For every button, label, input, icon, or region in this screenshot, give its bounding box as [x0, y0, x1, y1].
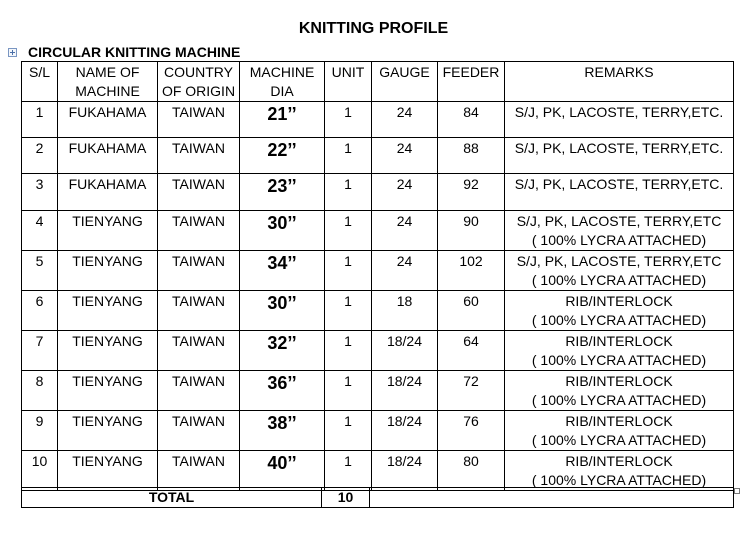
- cell-remarks: [505, 211, 734, 251]
- cell-unit: 1: [325, 251, 372, 291]
- cell-name: TIENYANG: [58, 251, 158, 291]
- table-row: [22, 291, 734, 331]
- cell-sl: 3: [22, 174, 58, 211]
- cell-unit: 1: [325, 174, 372, 211]
- header-unit-text: UNIT: [331, 64, 365, 80]
- cell-name: FUKAHAMA: [58, 102, 158, 138]
- cell-gauge: 18/24: [372, 451, 438, 491]
- cell-dia-text: 30’’: [267, 213, 297, 233]
- header-dia: [240, 62, 325, 102]
- cell-country: TAIWAN: [158, 174, 240, 211]
- header-name-line1: NAME OF: [75, 64, 140, 80]
- cell-feeder: 76: [438, 411, 505, 451]
- cell-remarks-line2: ( 100% LYCRA ATTACHED): [531, 432, 707, 448]
- cell-sl: 5: [22, 251, 58, 291]
- cell-feeder: 84: [438, 102, 505, 138]
- cell-dia-text: 23’’: [267, 176, 297, 196]
- cell-name: TIENYANG: [58, 411, 158, 451]
- cell-feeder: 102: [438, 251, 505, 291]
- cell-unit: 1: [325, 211, 372, 251]
- knitting-machine-table: [21, 61, 734, 491]
- cell-dia: [240, 331, 325, 371]
- cell-remarks-line1: RIB/INTERLOCK: [565, 293, 673, 309]
- cell-remarks-line1: RIB/INTERLOCK: [565, 453, 673, 469]
- cell-dia: [240, 251, 325, 291]
- cell-country: TAIWAN: [158, 102, 240, 138]
- cell-remarks: [505, 138, 734, 174]
- cell-sl: 9: [22, 411, 58, 451]
- cell-remarks: [505, 251, 734, 291]
- cell-sl: 1: [22, 102, 58, 138]
- cell-country: TAIWAN: [158, 371, 240, 411]
- cell-gauge: 18/24: [372, 371, 438, 411]
- cell-gauge: 24: [372, 211, 438, 251]
- cell-dia-text: 22’’: [267, 140, 297, 160]
- cell-dia-text: 38’’: [267, 413, 297, 433]
- total-empty-cell: [370, 488, 734, 508]
- cell-remarks: [505, 371, 734, 411]
- cell-remarks-line1: RIB/INTERLOCK: [565, 373, 673, 389]
- cell-remarks-line1: S/J, PK, LACOSTE, TERRY,ETC.: [514, 176, 724, 192]
- header-unit: [325, 62, 372, 102]
- header-remarks: [505, 62, 734, 102]
- cell-dia: [240, 411, 325, 451]
- cell-country: TAIWAN: [158, 291, 240, 331]
- cell-remarks: [505, 174, 734, 211]
- cell-remarks-line2: ( 100% LYCRA ATTACHED): [531, 392, 707, 408]
- cell-feeder: 92: [438, 174, 505, 211]
- header-country-line1: COUNTRY: [164, 64, 233, 80]
- cell-name: TIENYANG: [58, 331, 158, 371]
- cell-unit: 1: [325, 411, 372, 451]
- cell-dia: [240, 138, 325, 174]
- cell-unit: 1: [325, 102, 372, 138]
- cell-remarks-line1: S/J, PK, LACOSTE, TERRY,ETC.: [514, 140, 724, 156]
- cell-feeder: 60: [438, 291, 505, 331]
- cell-remarks: [505, 411, 734, 451]
- total-table: [21, 487, 734, 508]
- header-feeder: [438, 62, 505, 102]
- header-remarks-text: REMARKS: [584, 64, 654, 80]
- section-title: CIRCULAR KNITTING MACHINE: [28, 44, 241, 60]
- cell-sl: 10: [22, 451, 58, 491]
- cell-feeder: 64: [438, 331, 505, 371]
- cell-sl: 7: [22, 331, 58, 371]
- cell-name: FUKAHAMA: [58, 174, 158, 211]
- cell-gauge: 24: [372, 251, 438, 291]
- table-row: [22, 138, 734, 174]
- header-sl-text: S/L: [28, 64, 50, 80]
- cell-remarks-line2: ( 100% LYCRA ATTACHED): [531, 472, 707, 488]
- total-label: TOTAL: [22, 488, 322, 508]
- cell-remarks: [505, 102, 734, 138]
- cell-feeder: 80: [438, 451, 505, 491]
- table-row: [22, 371, 734, 411]
- cell-name: TIENYANG: [58, 451, 158, 491]
- cell-dia-text: 34’’: [267, 253, 297, 273]
- cell-remarks-line1: RIB/INTERLOCK: [565, 333, 673, 349]
- cell-gauge: 24: [372, 138, 438, 174]
- cell-feeder: 72: [438, 371, 505, 411]
- cell-unit: 1: [325, 138, 372, 174]
- header-gauge-text: GAUGE: [379, 64, 430, 80]
- cell-dia: [240, 102, 325, 138]
- cell-unit: 1: [325, 331, 372, 371]
- header-country-line2: OF ORIGIN: [161, 83, 236, 99]
- cell-country: TAIWAN: [158, 251, 240, 291]
- cell-remarks-line2: ( 100% LYCRA ATTACHED): [531, 272, 707, 288]
- table-row: [22, 331, 734, 371]
- cell-gauge: 18/24: [372, 331, 438, 371]
- cell-country: TAIWAN: [158, 411, 240, 451]
- cell-country: TAIWAN: [158, 331, 240, 371]
- cell-remarks-line1: S/J, PK, LACOSTE, TERRY,ETC: [516, 213, 722, 229]
- cell-sl: 8: [22, 371, 58, 411]
- cell-dia: [240, 371, 325, 411]
- header-dia-line2: DIA: [270, 83, 294, 99]
- cell-country: TAIWAN: [158, 138, 240, 174]
- cell-gauge: 24: [372, 102, 438, 138]
- cell-remarks-line1: S/J, PK, LACOSTE, TERRY,ETC.: [514, 104, 724, 120]
- cell-dia-text: 32’’: [267, 333, 297, 353]
- cell-name: TIENYANG: [58, 291, 158, 331]
- cell-unit: 1: [325, 291, 372, 331]
- cell-sl: 6: [22, 291, 58, 331]
- cell-unit: 1: [325, 451, 372, 491]
- cell-sl: 4: [22, 211, 58, 251]
- cell-sl: 2: [22, 138, 58, 174]
- header-sl: [22, 62, 58, 102]
- page-title: KNITTING PROFILE: [298, 20, 449, 37]
- header-feeder-text: FEEDER: [442, 64, 500, 80]
- table-row: [22, 102, 734, 138]
- header-name-line2: MACHINE: [75, 83, 140, 99]
- total-row: [22, 488, 734, 508]
- cell-dia-text: 21’’: [267, 104, 297, 124]
- cell-feeder: 88: [438, 138, 505, 174]
- table-move-handle-icon[interactable]: [8, 48, 17, 57]
- cell-gauge: 24: [372, 174, 438, 211]
- table-row: [22, 411, 734, 451]
- table-row: [22, 211, 734, 251]
- cell-dia-text: 40’’: [267, 453, 297, 473]
- cell-name: FUKAHAMA: [58, 138, 158, 174]
- cell-dia: [240, 211, 325, 251]
- header-dia-line1: MACHINE: [249, 64, 315, 80]
- table-row: [22, 174, 734, 211]
- cell-name: TIENYANG: [58, 211, 158, 251]
- cell-remarks-line2: ( 100% LYCRA ATTACHED): [531, 312, 707, 328]
- cell-remarks-line2: ( 100% LYCRA ATTACHED): [531, 352, 707, 368]
- cell-unit: 1: [325, 371, 372, 411]
- cell-gauge: 18/24: [372, 411, 438, 451]
- table-header-row: [22, 62, 734, 102]
- total-unit: 10: [322, 488, 370, 508]
- table-row: [22, 251, 734, 291]
- cell-remarks-line1: RIB/INTERLOCK: [565, 413, 673, 429]
- cell-dia: [240, 451, 325, 491]
- cell-dia-text: 30’’: [267, 293, 297, 313]
- table-row: [22, 451, 734, 491]
- cell-remarks-line1: S/J, PK, LACOSTE, TERRY,ETC: [516, 253, 722, 269]
- cell-dia: [240, 174, 325, 211]
- cell-dia-text: 36’’: [267, 373, 297, 393]
- cell-dia: [240, 291, 325, 331]
- cell-country: TAIWAN: [158, 451, 240, 491]
- cell-country: TAIWAN: [158, 211, 240, 251]
- cell-remarks-line2: ( 100% LYCRA ATTACHED): [531, 232, 707, 248]
- cell-remarks: [505, 291, 734, 331]
- header-gauge: [372, 62, 438, 102]
- header-country: [158, 62, 240, 102]
- cell-feeder: 90: [438, 211, 505, 251]
- header-name: [58, 62, 158, 102]
- cell-gauge: 18: [372, 291, 438, 331]
- table-end-marker-icon: [734, 488, 740, 494]
- cell-remarks: [505, 331, 734, 371]
- cell-name: TIENYANG: [58, 371, 158, 411]
- cell-remarks: [505, 451, 734, 491]
